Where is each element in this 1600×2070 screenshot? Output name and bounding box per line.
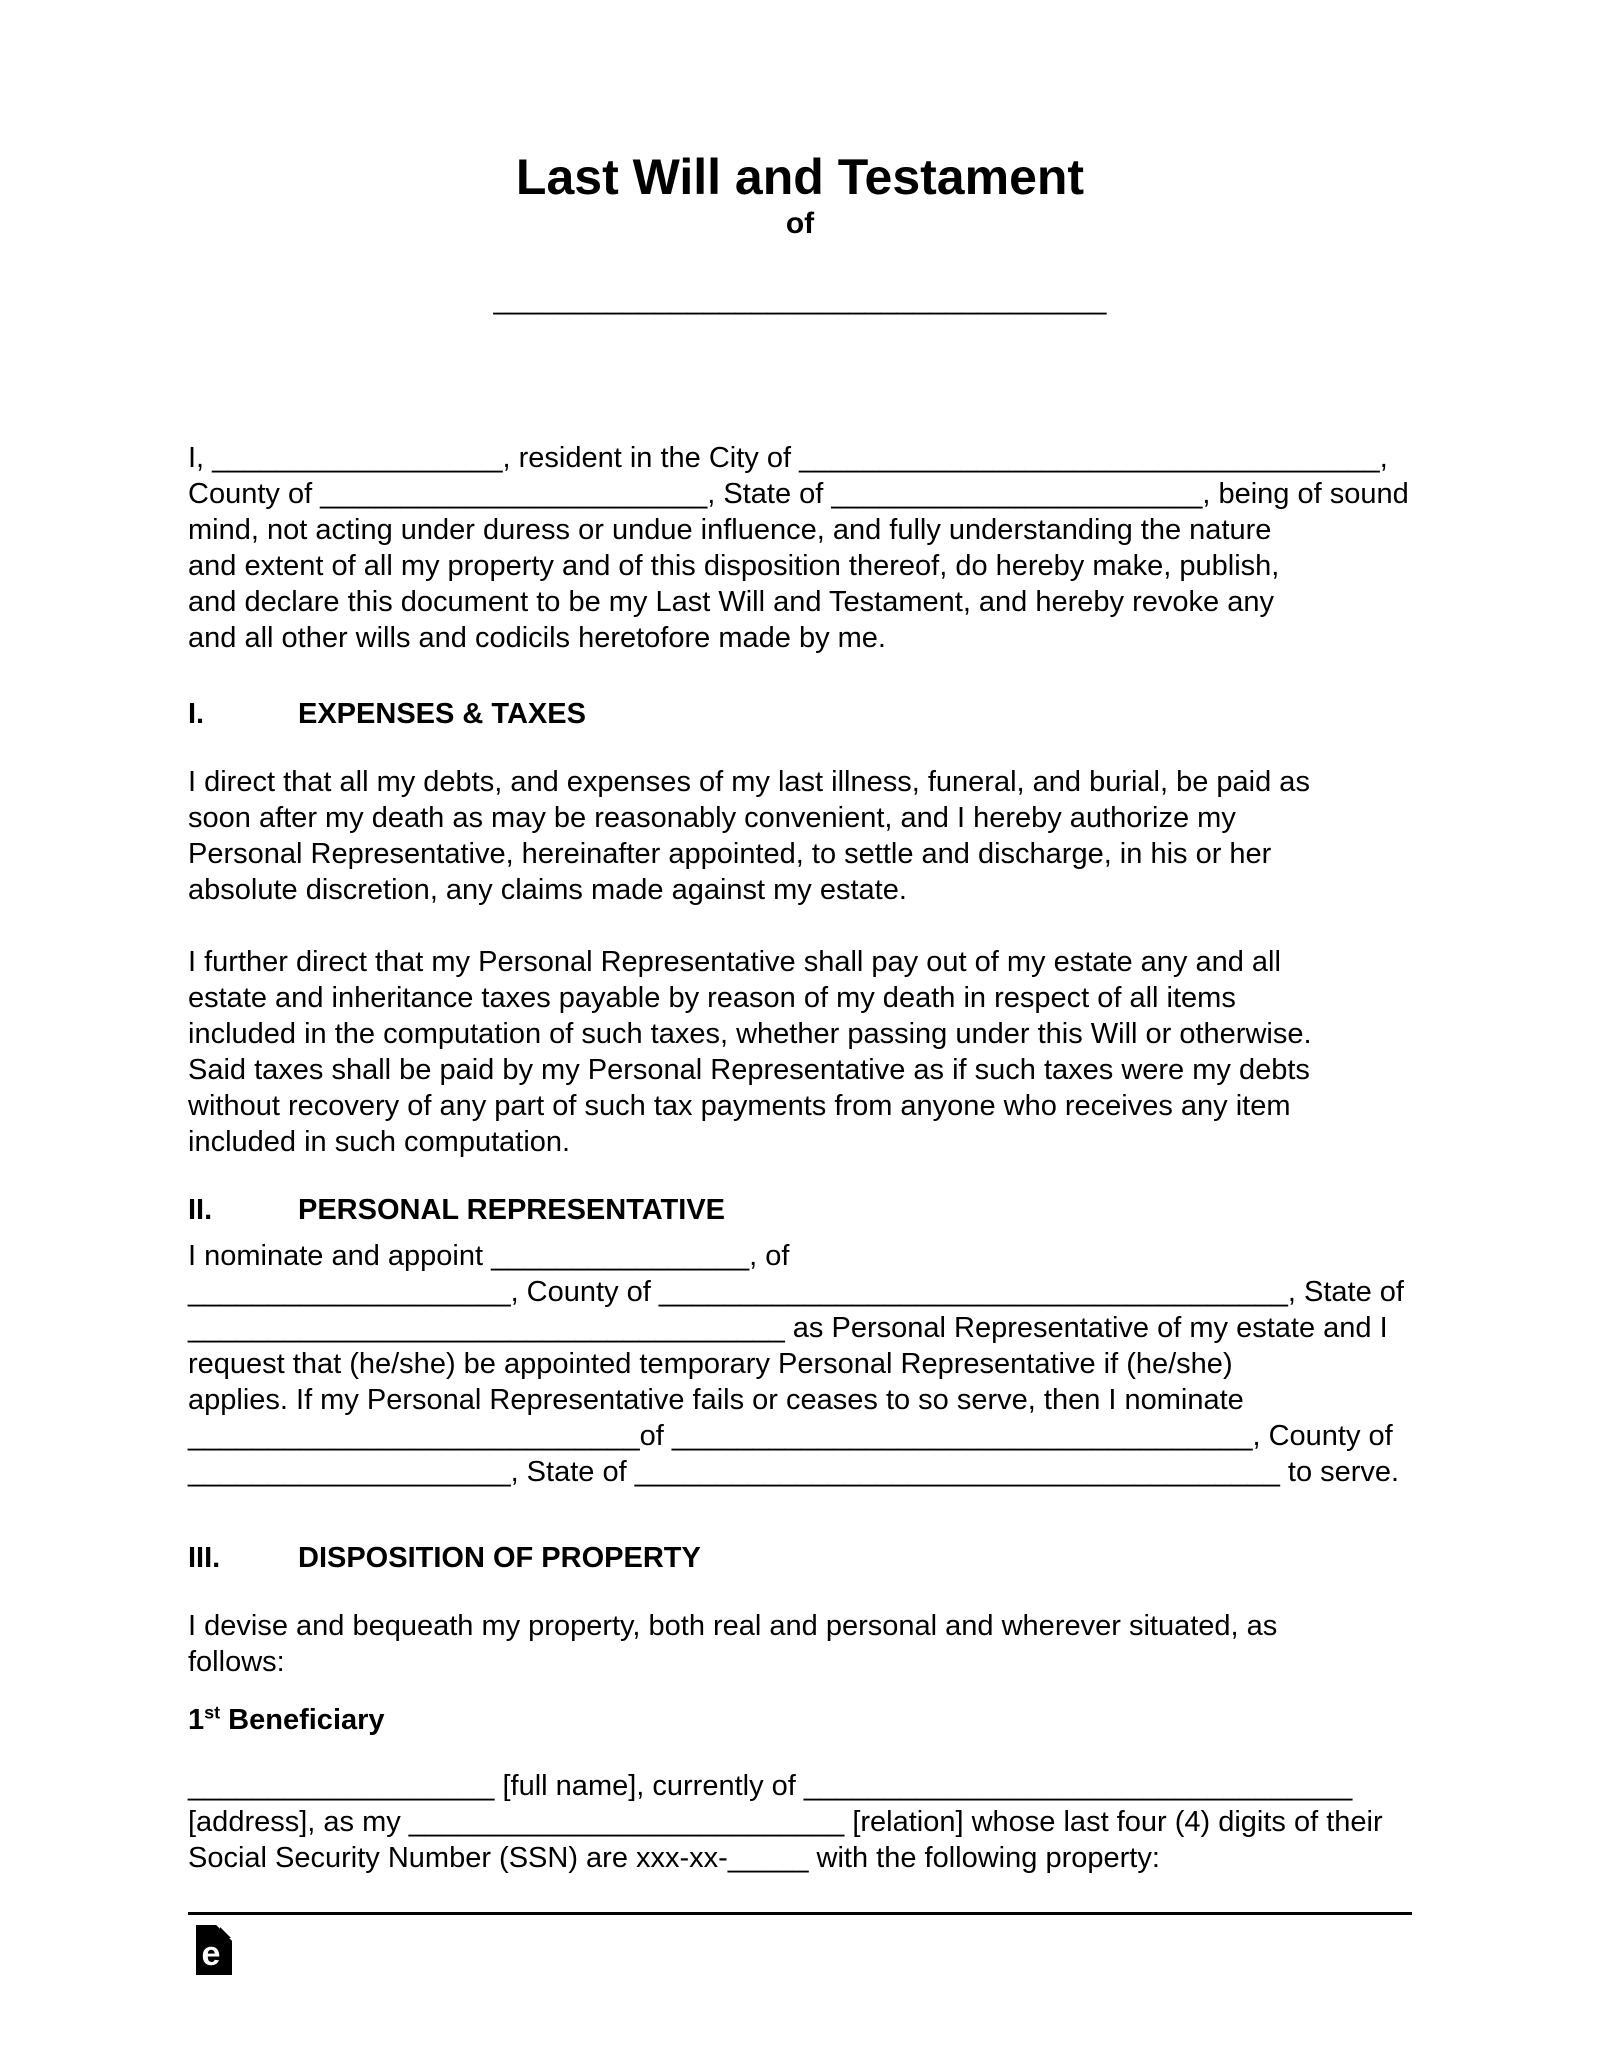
paragraph-line: follows: (188, 1646, 285, 1678)
section-heading-label: PERSONAL REPRESENTATIVE (298, 1194, 726, 1226)
paragraph-line: Social Security Number (SSN) are xxx-xx-_____ with the following property: (188, 1842, 1160, 1874)
paragraph-line: [address], as my ___________________________ [relation] whose last four (4) digits of their (188, 1806, 1383, 1838)
paragraph-line: Said taxes shall be paid by my Personal Representative as if such taxes were my debts (188, 1054, 1310, 1086)
beneficiary-label: Beneficiary (220, 1704, 385, 1736)
section-heading-disposition-of-property (188, 1540, 1412, 1576)
paragraph-line: applies. If my Personal Representative fails or ceases to so serve, then I nominate (188, 1384, 1244, 1416)
paragraph-line: and declare this document to be my Last Will and Testament, and hereby revoke any (188, 586, 1274, 618)
first-beneficiary-paragraph (188, 1768, 1412, 1876)
paragraph-line: _____________________________________ as Personal Representative of my estate and I (188, 1312, 1388, 1344)
section-heading-expenses-taxes (188, 696, 1412, 732)
paragraph-line: estate and inheritance taxes payable by reason of my death in respect of all items (188, 982, 1236, 1014)
paragraph-line: ____________________________of ____________________________________, County of (188, 1420, 1393, 1452)
paragraph-line: and extent of all my property and of this disposition thereof, do hereby make, publish, (188, 550, 1280, 582)
paragraph-line: County of ________________________, State of _______________________, being of sound (188, 478, 1409, 510)
paragraph-line: absolute discretion, any claims made against my estate. (188, 874, 907, 906)
testator-name-blank: ______________________________________ (493, 284, 1107, 316)
paragraph-line: without recovery of any part of such tax payments from anyone who receives any item (188, 1090, 1291, 1122)
section-heading-label: DISPOSITION OF PROPERTY (298, 1542, 701, 1574)
paragraph-line: mind, not acting under duress or undue influence, and fully understanding the nature (188, 514, 1272, 546)
paragraph-line: I further direct that my Personal Representative shall pay out of my estate any and all (188, 946, 1281, 978)
expenses-paragraph-2 (188, 944, 1412, 1160)
paragraph-line: ___________________ [full name], currently of __________________________________ (188, 1770, 1353, 1802)
opening-paragraph (188, 440, 1412, 656)
eforms-logo-letter: e (201, 1935, 221, 1973)
paragraph-line: Personal Representative, hereinafter appointed, to settle and discharge, in his or her (188, 838, 1272, 870)
section-numeral: II. (188, 1194, 213, 1226)
paragraph-line: I devise and bequeath my property, both real and personal and wherever situated, as (188, 1610, 1278, 1642)
paragraph-line: included in such computation. (188, 1126, 571, 1158)
paragraph-line: I, __________________, resident in the City of ____________________________________, (188, 442, 1388, 474)
paragraph-line: I direct that all my debts, and expenses of my last illness, funeral, and burial, be paid as (188, 766, 1310, 798)
paragraph-line: ____________________, State of ________________________________________ to serve. (188, 1456, 1400, 1488)
section-heading-personal-representative (188, 1192, 1412, 1228)
paragraph-line: and all other wills and codicils heretofore made by me. (188, 622, 886, 654)
paragraph-line: ____________________, County of _______________________________________, State of (188, 1276, 1404, 1308)
paragraph-line: included in the computation of such taxes, whether passing under this Will or otherwise. (188, 1018, 1312, 1050)
first-beneficiary-heading (188, 1702, 1412, 1738)
section-heading-label: EXPENSES & TAXES (298, 698, 586, 730)
beneficiary-ordinal: st (204, 1702, 221, 1723)
section-numeral: I. (188, 698, 205, 730)
page-subtitle: of (785, 207, 815, 240)
paragraph-line: soon after my death as may be reasonably convenient, and I hereby authorize my (188, 802, 1236, 834)
beneficiary-number: 1 (188, 1704, 205, 1736)
eforms-logo-icon (196, 1925, 232, 1975)
paragraph-line: I nominate and appoint ________________, of (188, 1240, 790, 1272)
personal-representative-paragraph (188, 1238, 1412, 1490)
paragraph-line: request that (he/she) be appointed temporary Personal Representative if (he/she) (188, 1348, 1233, 1380)
page-title: Last Will and Testament (515, 149, 1085, 205)
footer-divider-line (188, 1912, 1412, 1915)
disposition-paragraph (188, 1608, 1412, 1680)
section-numeral: III. (188, 1542, 221, 1574)
expenses-paragraph-1 (188, 764, 1412, 908)
